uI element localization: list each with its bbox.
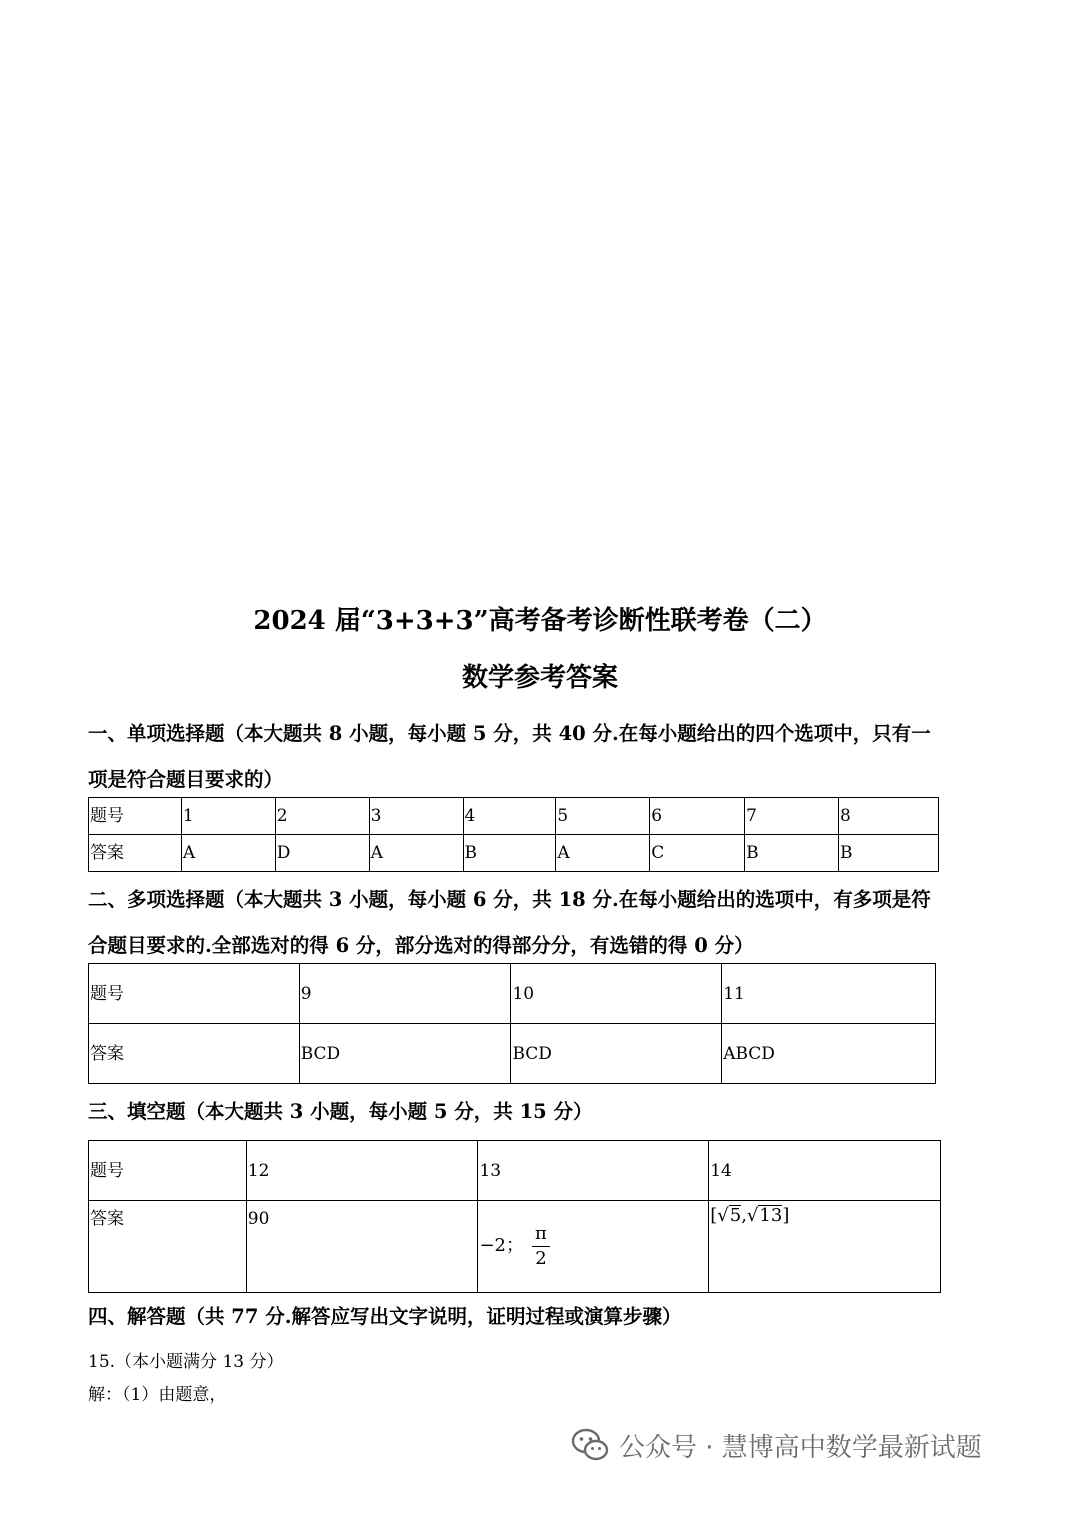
- table-row: [89, 1141, 941, 1201]
- document-title: 2024 届“3+3+3”高考备考诊断性联考卷（二）: [253, 606, 827, 636]
- section3-answer-table: [88, 1140, 941, 1293]
- answer-cell: B: [839, 835, 939, 872]
- radicand: 13: [759, 1205, 783, 1226]
- section3-heading: 三、填空题（本大题共 3 小题，每小题 5 分，共 15 分）: [88, 1100, 593, 1123]
- question-number: 7: [745, 798, 839, 835]
- interval-separator: ,: [741, 1205, 747, 1226]
- answer-cell: ABCD: [722, 1024, 936, 1084]
- answer-cell: 90: [246, 1201, 478, 1293]
- row-label-question: 题号: [89, 798, 182, 835]
- answer-13-prefix: −2；: [479, 1235, 525, 1256]
- table-row: [89, 835, 939, 872]
- sqrt-sign-icon: √: [717, 1205, 729, 1226]
- sqrt-sign-icon: √: [746, 1205, 759, 1226]
- wechat-icon: [571, 1428, 609, 1462]
- row-label-answer: 答案: [89, 1201, 247, 1293]
- interval-close-bracket: ]: [782, 1205, 790, 1226]
- question-number: 11: [722, 964, 936, 1024]
- answer-cell: D: [275, 835, 369, 872]
- answer-cell: B: [745, 835, 839, 872]
- radicand: 5: [729, 1205, 742, 1226]
- question-number: 9: [299, 964, 511, 1024]
- answer-cell: A: [181, 835, 275, 872]
- document-subtitle: 数学参考答案: [461, 663, 618, 693]
- question-number: 3: [369, 798, 463, 835]
- interval-open-bracket: [: [710, 1205, 718, 1226]
- answer-cell: BCD: [511, 1024, 722, 1084]
- answer-cell: BCD: [299, 1024, 511, 1084]
- section2-answer-table: [88, 963, 936, 1084]
- section2-heading-line1: 二、多项选择题（本大题共 3 小题，每小题 6 分，共 18 分.在每小题给出的选项中，有多项是符: [88, 888, 931, 911]
- section2-heading-line2: 合题目要求的.全部选对的得 6 分，部分选对的得部分分，有选错的得 0 分）: [88, 934, 754, 957]
- question-15-line1: 解：（1）由题意，: [88, 1385, 227, 1405]
- section1-heading-line2: 项是符合题目要求的）: [88, 768, 284, 791]
- question-number: 8: [839, 798, 939, 835]
- answer-cell: A: [556, 835, 650, 872]
- section4-heading: 四、解答题（共 77 分.解答应写出文字说明，证明过程或演算步骤）: [88, 1305, 682, 1328]
- watermark: [571, 1425, 982, 1465]
- question-15-header: 15.（本小题满分 13 分）: [88, 1352, 284, 1372]
- fraction: [532, 1222, 550, 1271]
- answer-cell: B: [463, 835, 556, 872]
- table-row: [89, 1201, 941, 1293]
- question-number: 10: [511, 964, 722, 1024]
- fraction-numerator: π: [532, 1222, 550, 1247]
- answer-cell-fraction: [478, 1201, 709, 1293]
- answer-cell-interval: [709, 1201, 941, 1293]
- question-number: 4: [463, 798, 556, 835]
- fraction-denominator: 2: [535, 1248, 547, 1269]
- question-number: 1: [181, 798, 275, 835]
- question-number: 13: [478, 1141, 709, 1201]
- row-label-question: 题号: [89, 1141, 247, 1201]
- table-row: [89, 964, 936, 1024]
- question-number: 2: [275, 798, 369, 835]
- row-label-answer: 答案: [89, 1024, 300, 1084]
- row-label-question: 题号: [89, 964, 300, 1024]
- table-row: [89, 1024, 936, 1084]
- question-number: 12: [246, 1141, 478, 1201]
- watermark-text: 公众号 · 慧博高中数学最新试题: [619, 1432, 982, 1463]
- table-row: [89, 798, 939, 835]
- question-number: 5: [556, 798, 650, 835]
- section1-heading-line1: 一、单项选择题（本大题共 8 小题，每小题 5 分，共 40 分.在每小题给出的四个选项中，只有一: [88, 722, 931, 745]
- answer-cell: A: [369, 835, 463, 872]
- question-number: 14: [709, 1141, 941, 1201]
- section1-answer-table: [88, 797, 939, 872]
- answer-cell: C: [650, 835, 745, 872]
- row-label-answer: 答案: [89, 835, 182, 872]
- question-number: 6: [650, 798, 745, 835]
